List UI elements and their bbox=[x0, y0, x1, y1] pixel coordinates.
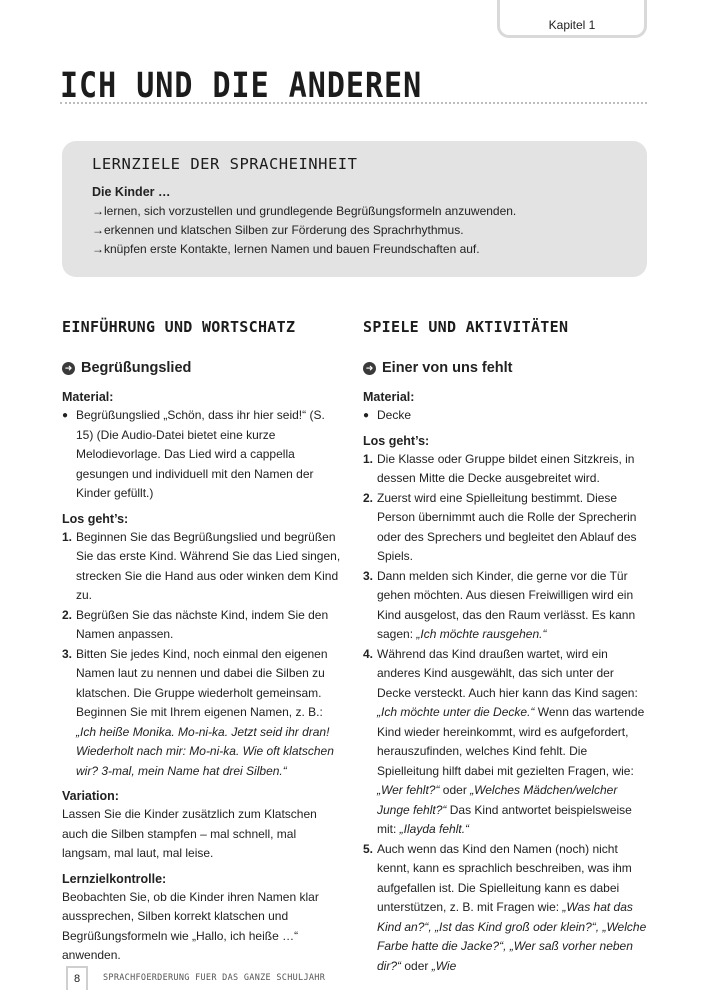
page-number: 8 bbox=[66, 966, 88, 990]
step-text: Begrüßen Sie das nächste Kind, indem Sie den Namen anpassen. bbox=[76, 607, 329, 641]
activity-title bbox=[62, 360, 342, 376]
activity-title-text: Einer von uns fehlt bbox=[382, 360, 513, 376]
steps-label: Los geht’s: bbox=[62, 511, 129, 526]
learning-goals-title: LERNZIELE DER SPRACHEINHEIT bbox=[92, 155, 358, 173]
step-item: 2. Zuerst wird eine Spielleitung bestimmt. Diese Person übernimmt auch die Rolle der Sprecherin oder des Sprechers und begleitet den Ablauf des Spiels. bbox=[363, 489, 648, 567]
step-item: 1. Die Klasse oder Gruppe bildet einen Sitzkreis, in dessen Mitte die Decke ausgebreitet wird. bbox=[363, 450, 648, 489]
title-divider bbox=[60, 102, 647, 104]
learning-check-text: Beobachten Sie, ob die Kinder ihren Namen klar aussprechen, Silben korrekt klatschen und Begrüßungsformeln wie „Hallo, ich heiße …“ anwenden. bbox=[62, 889, 319, 962]
step-item: 4. Während das Kind draußen wartet, wird ein anderes Kind ausgewählt, das sich unter der Decke versteckt. Auch hier kann das Kind sagen: „Ich möchte unter die Decke.“ Wenn das wartende Kind wieder hereinkommt, wird es aufgefordert, herauszufinden, welches Kind fehlt. Die Spielleitung hilft dabei mit gezielten Fragen, wie: „Wer fehlt?“ oder „Welches Mädchen/welcher Junge fehlt?“ Das Kind antwortet beispielsweise mit: „Ilayda fehlt.“ bbox=[363, 645, 648, 840]
step-item: 3. Bitten Sie jedes Kind, noch einmal den eigenen Namen laut zu nennen und dabei die Silben zu klatschen. Die Gruppe wiederholt gemeinsam. Beginnen Sie mit Ihrem eigenen Namen, z. B.: „Ich heiße Monika. Mo-ni-ka. Jetzt seid ihr dran! Wiederholt nach mir: Mo-ni-ka. Wie oft klatschen wir? 3-mal, mein Name hat drei Silben.“ bbox=[62, 645, 342, 782]
page-title: ICH UND DIE ANDEREN bbox=[60, 66, 423, 107]
material-item bbox=[62, 406, 342, 504]
learning-goal-text: lernen, sich vorzustellen und grundlegende Begrüßungsformeln anzuwenden. bbox=[104, 204, 517, 218]
games-column bbox=[363, 318, 648, 976]
activity-title bbox=[363, 360, 648, 376]
steps-label: Los geht’s: bbox=[363, 433, 430, 448]
step-text: Beginnen Sie das Begrüßungslied und begrüßen Sie das erste Kind. Während Sie das Lied singen, strecken Sie die Hand aus oder winken dem Kind zu. bbox=[76, 529, 341, 602]
material-item-text: Decke bbox=[377, 408, 412, 422]
learning-goal-text: knüpfen erste Kontakte, lernen Namen und bauen Freundschaften auf. bbox=[104, 242, 480, 256]
activity-title-text: Begrüßungslied bbox=[81, 360, 192, 376]
material-label: Material: bbox=[62, 390, 114, 404]
column-heading: SPIELE UND AKTIVITÄTEN bbox=[363, 318, 569, 336]
chapter-tab bbox=[497, 0, 647, 38]
arrow-icon: → bbox=[92, 223, 104, 237]
example-quote: „Ich möchte rausgehen.“ bbox=[416, 627, 547, 641]
step-item: 2. Begrüßen Sie das nächste Kind, indem Sie den Namen anpassen. bbox=[62, 606, 342, 645]
step-text: Bitten Sie jedes Kind, noch einmal den eigenen Namen laut zu nennen und dabei die Silben zu klatschen. Die Gruppe wiederholt gemeinsam. Beginnen Sie mit Ihrem eigenen Namen, z. B.: „Ich heiße Monika. Mo-ni-ka. Jetzt seid ihr dran! Wiederholt nach mir: Mo-ni-ka. Wie oft klatschen wir? 3-mal, mein Name hat drei Silben.“ bbox=[76, 646, 334, 778]
material-item bbox=[363, 406, 648, 426]
material-label: Material: bbox=[363, 390, 415, 404]
step-item: 3. Dann melden sich Kinder, die gerne vor die Tür gehen möchten. Aus diesen Freiwilligen wird ein Kind ausgelost, das den Raum verlässt. Es kann sagen: „Ich möchte rausgehen.“ bbox=[363, 567, 648, 645]
step-text: Die Klasse oder Gruppe bildet einen Sitzkreis, in dessen Mitte die Decke ausgebreitet wird. bbox=[377, 451, 635, 485]
arrow-icon: → bbox=[92, 242, 104, 256]
example-quote: „Ich heiße Monika. Mo-ni-ka. Jetzt seid ihr dran! Wiederholt nach mir: Mo-ni-ka. Wie oft klatschen wir? 3-mal, mein Name hat drei Silben.“ bbox=[76, 724, 334, 778]
column-heading: EINFÜHRUNG UND WORTSCHATZ bbox=[62, 318, 296, 336]
step-item: 5. Auch wenn das Kind den Namen (noch) nicht kennt, kann es sprachlich beschreiben, was ihm aufgefallen ist. Die Spielleitung kann es dabei unterstützen, z. B. mit Fragen wie: „Was hat das Kind an?“, „Ist das Kind groß oder klein?“, „Welche Farbe hatte die Jacke?“, „Wer saß vorher neben dir?“ oder „Wie bbox=[363, 840, 648, 977]
learning-check-label: Lernzielkontrolle: bbox=[62, 871, 167, 886]
material-item-text: Begrüßungslied „Schön, dass ihr hier seid!“ (S. 15) (Die Audio-Datei bietet eine kurze Melodievorlage. Das Lied wird a cappella gesungen und individuell mit den Namen der Kinder gefüllt.) bbox=[76, 408, 325, 500]
step-text: Zuerst wird eine Spielleitung bestimmt. Diese Person übernimmt auch die Rolle der Sprecherin oder des Sprechers und begleitet den Ablauf des Spiels. bbox=[377, 490, 637, 563]
step-text: Auch wenn das Kind den Namen (noch) nicht kennt, kann es sprachlich beschreiben, was ihm aufgefallen ist. Die Spielleitung kann es dabei unterstützen, z. B. mit Fragen wie: „Was hat das Kind an?“, „Ist das Kind groß oder klein?“, „Welche Farbe hatte die Jacke?“, „Wer saß vorher neben dir?“ oder „Wie bbox=[377, 841, 647, 973]
bullet-icon: ● bbox=[62, 410, 69, 421]
circle-arrow-icon: ➜ bbox=[363, 362, 376, 375]
learning-goal-item bbox=[92, 240, 647, 259]
bullet-icon: ● bbox=[363, 410, 370, 421]
variation-label: Variation: bbox=[62, 789, 119, 803]
footer-title: SPRACHFOERDERUNG FUER DAS GANZE SCHULJAHR bbox=[103, 973, 326, 983]
introduction-column bbox=[62, 318, 342, 966]
step-text: Dann melden sich Kinder, die gerne vor die Tür gehen möchten. Aus diesen Freiwilligen wird ein Kind ausgelost, das den Raum verlässt. Es kann sagen: „Ich möchte rausgehen.“ bbox=[377, 568, 636, 641]
learning-goal-item bbox=[92, 221, 647, 240]
learning-goal-text: erkennen und klatschen Silben zur Förderung des Sprachrhythmus. bbox=[104, 223, 464, 237]
learning-goals-box bbox=[62, 141, 647, 277]
chapter-label: Kapitel 1 bbox=[548, 17, 596, 32]
arrow-icon: → bbox=[92, 204, 104, 218]
learning-goals-intro: Die Kinder … bbox=[92, 185, 171, 199]
variation-text: Lassen Sie die Kinder zusätzlich zum Klatschen auch die Silben stampfen – mal schnell, mal langsam, mal laut, mal leise. bbox=[62, 807, 317, 860]
step-text: Während das Kind draußen wartet, wird ein anderes Kind ausgewählt, das sich unter der Decke versteckt. Auch hier kann das Kind sagen: „Ich möchte unter die Decke.“ Wenn das wartende Kind wieder hereinkommt, wird es aufgefordert, herauszufinden, welches Kind fehlt. Die Spielleitung hilft dabei mit gezielten Fragen, wie: „Wer fehlt?“ oder „Welches Mädchen/welcher Junge fehlt?“ Das Kind antwortet beispielsweise mit: „Ilayda fehlt.“ bbox=[377, 646, 645, 836]
learning-goal-item bbox=[92, 202, 647, 221]
step-item: 1. Beginnen Sie das Begrüßungslied und begrüßen Sie das erste Kind. Während Sie das Lied singen, strecken Sie die Hand aus oder winken dem Kind zu. bbox=[62, 528, 342, 606]
circle-arrow-icon: ➜ bbox=[62, 362, 75, 375]
